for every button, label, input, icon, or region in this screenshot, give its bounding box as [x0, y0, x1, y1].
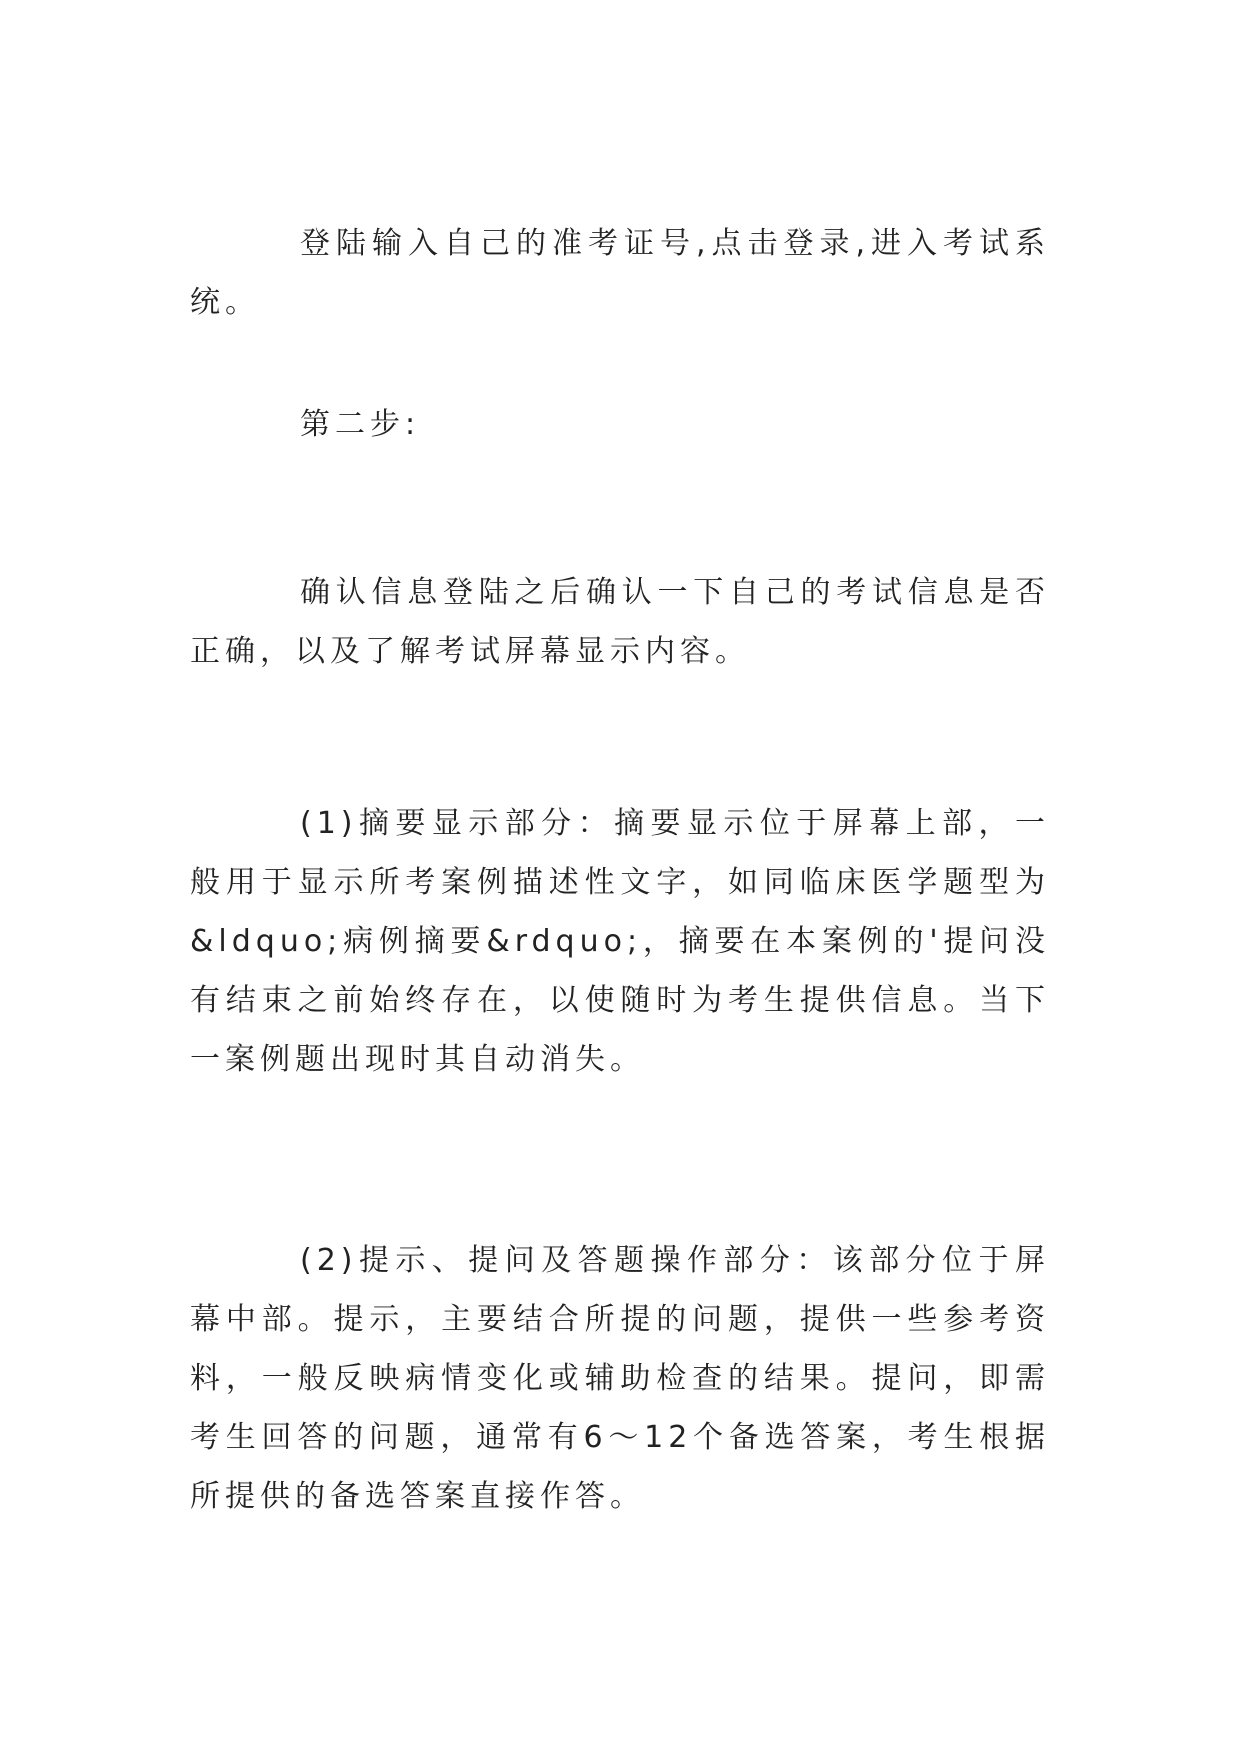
paragraph-step-two-heading: 第二步: — [300, 407, 421, 442]
paragraph-confirm-info: 确认信息登陆之后确认一下自己的考试信息是否正确，以及了解考试屏幕显示内容。 — [190, 575, 1050, 669]
paragraph-summary-section: (1)摘要显示部分：摘要显示位于屏幕上部，一般用于显示所考案例描述性文字，如同临床医学题型为&ldquo;病例摘要&rdquo;，摘要在本案例的'提问没有结束之前始终存在，以使随时为考生提供信息。当下一案例题出现时其自动消失。 — [190, 806, 1050, 1077]
paragraph-prompt-question-section: (2)提示、提问及答题操作部分：该部分位于屏幕中部。提示，主要结合所提的问题，提供一些参考资料，一般反映病情变化或辅助检查的结果。提问，即需考生回答的问题，通常有6～12个备选答案，考生根据所提供的备选答案直接作答。 — [190, 1243, 1050, 1514]
paragraph-login-instruction: 登陆输入自己的准考证号,点击登录,进入考试系统。 — [190, 226, 1050, 320]
